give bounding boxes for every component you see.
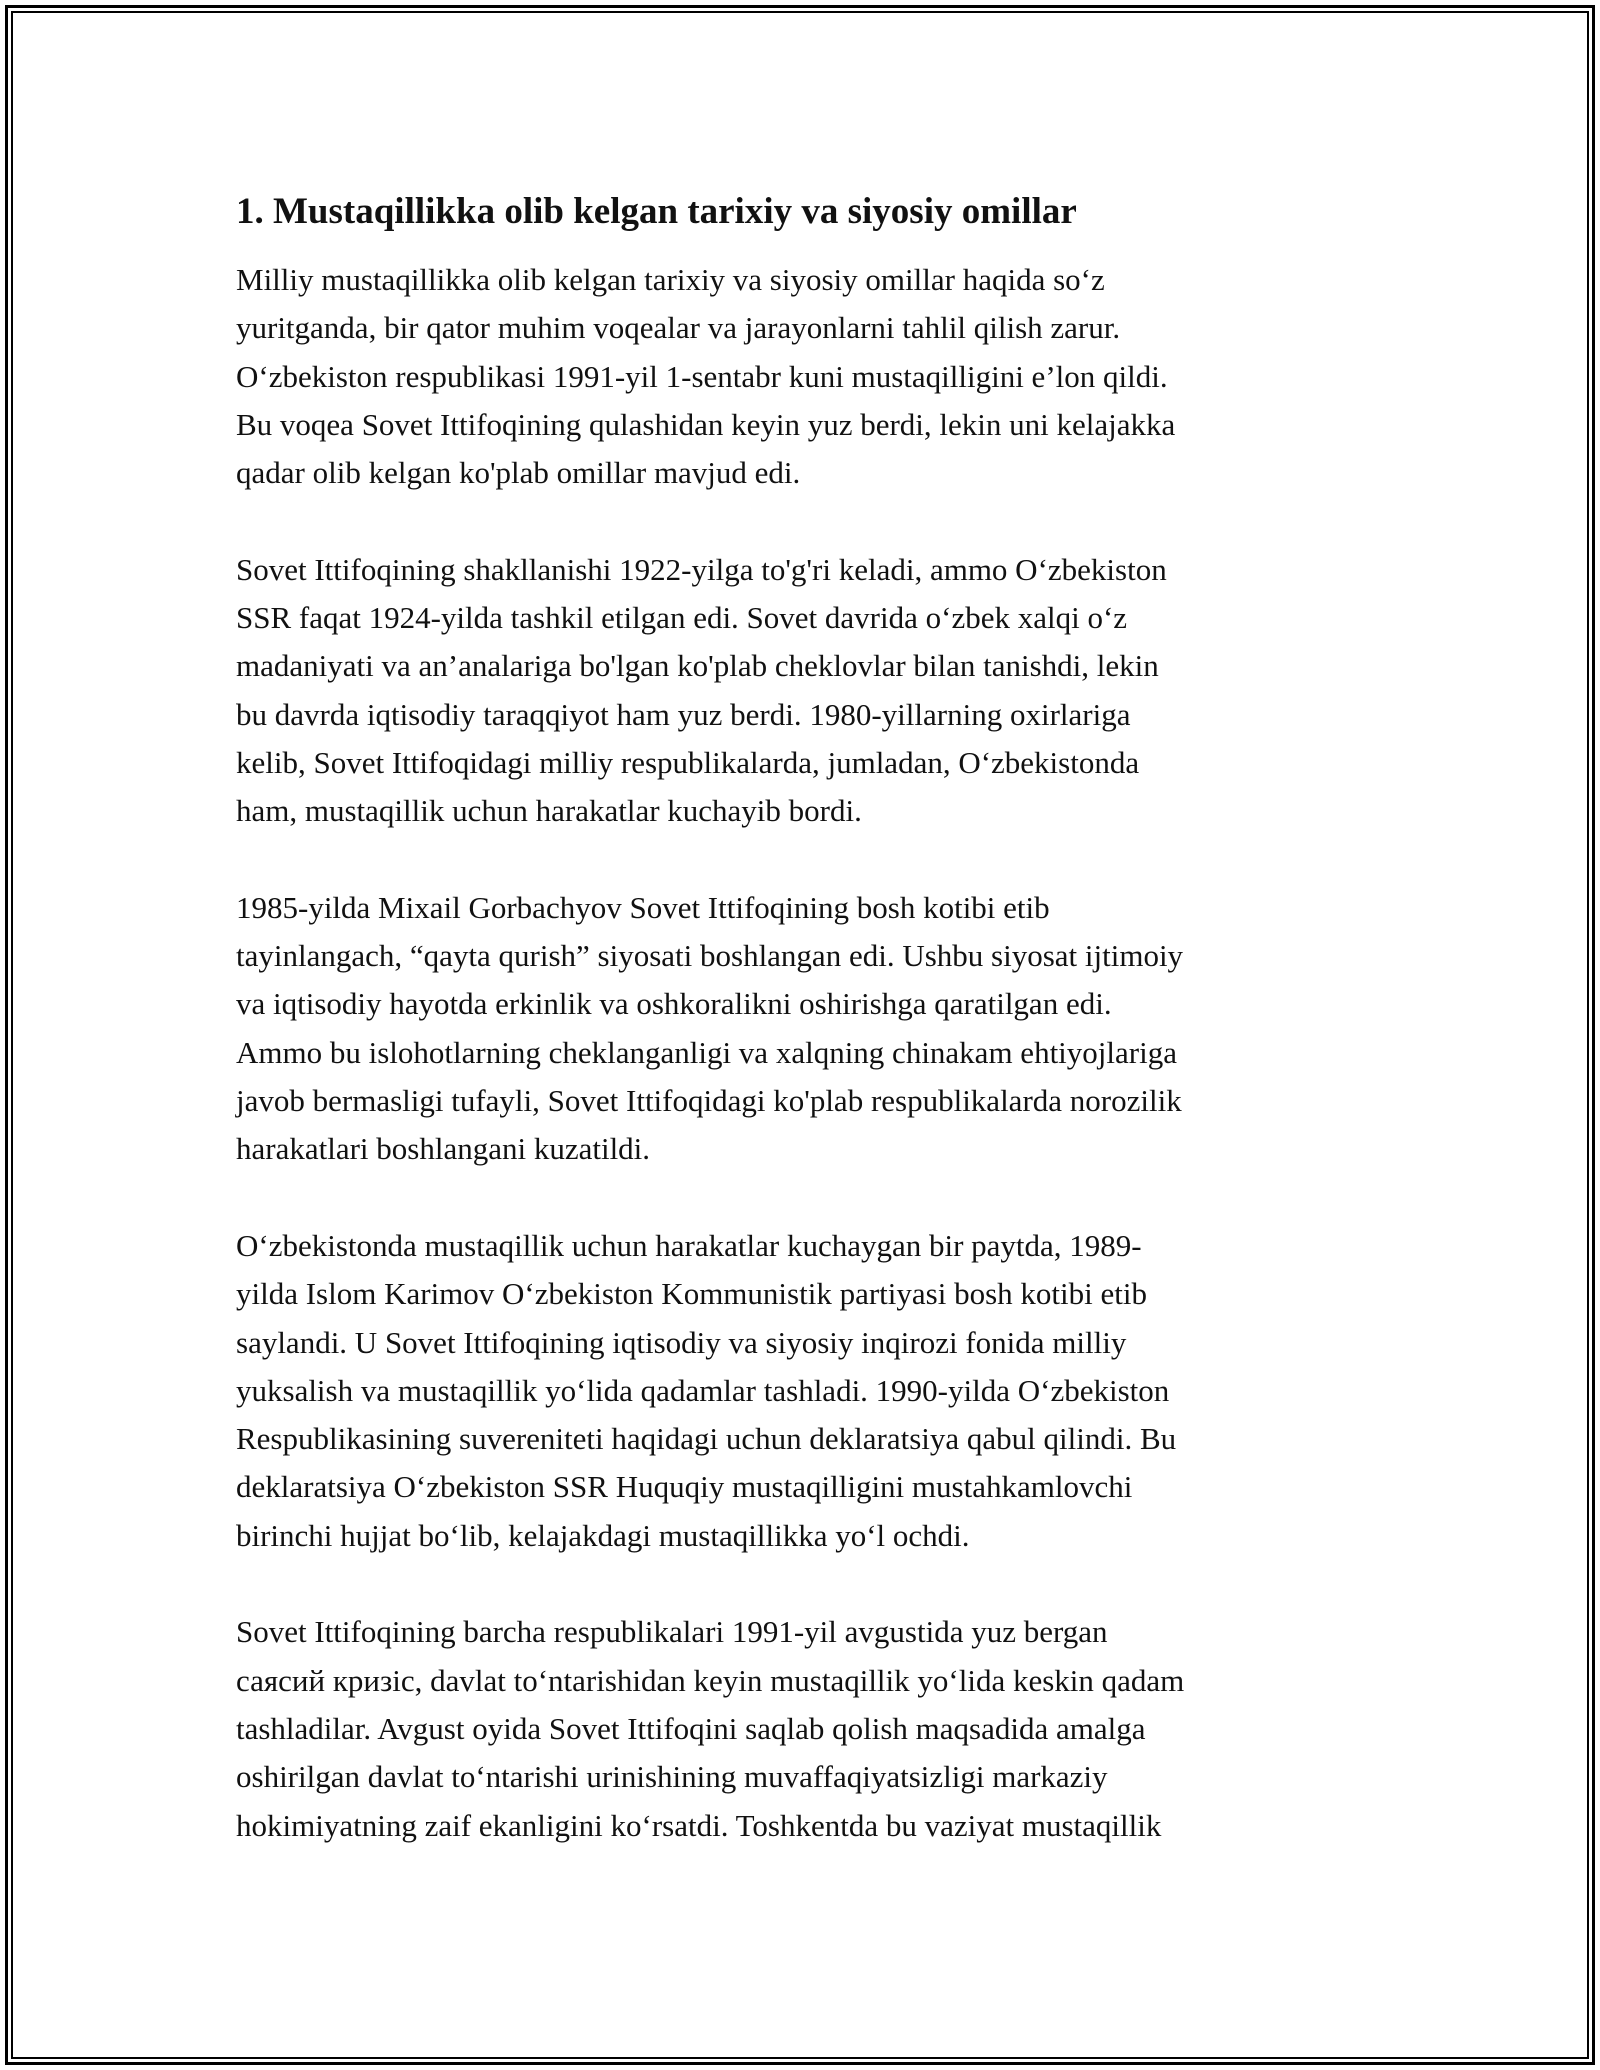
text-line: ham, mustaqillik uchun harakatlar kuchayib bordi. <box>236 793 862 829</box>
text-line: bu davrda iqtisodiy taraqqiyot ham yuz berdi. 1980-yillarning oxirlariga <box>236 696 1131 732</box>
paragraph-1 <box>236 256 1386 497</box>
text-line: hokimiyatning zaif ekanligini ko‘rsatdi. Toshkentda bu vaziyat mustaqillik <box>236 1807 1162 1843</box>
section-heading: 1. Mustaqillikka olib kelgan tarixiy va siyosiy omillar <box>236 191 1077 232</box>
text-line: tayinlangach, “qayta qurish” siyosati boshlangan edi. Ushbu siyosat ijtimoiy <box>236 938 1184 974</box>
text-line: Respublikasining suvereniteti haqidagi uchun deklaratsiya qabul qilindi. Bu <box>236 1421 1177 1457</box>
text-line: saylandi. U Sovet Ittifoqining iqtisodiy va siyosiy inqirozi fonida milliy <box>236 1324 1127 1360</box>
text-line: va iqtisodiy hayotda erkinlik va oshkoralikni oshirishga qaratilgan edi. <box>236 986 1112 1022</box>
text-line: yilda Islom Karimov O‘zbekiston Kommunistik partiyasi bosh kotibi etib <box>236 1276 1147 1312</box>
text-line: madaniyati va an’analariga bo'lgan ko'plab cheklovlar bilan tanishdi, lekin <box>236 648 1159 684</box>
text-line: oshirilgan davlat to‘ntarishi urinishining muvaffaqiyatsizligi markaziy <box>236 1759 1108 1795</box>
text-line: tashladilar. Avgust oyida Sovet Ittifoqini saqlab qolish maqsadida amalga <box>236 1710 1146 1746</box>
text-line: deklaratsiya O‘zbekiston SSR Huquqiy mustaqilligini mustahkamlovchi <box>236 1469 1133 1505</box>
text-line: Milliy mustaqillikka olib kelgan tarixiy va siyosiy omillar haqida so‘z <box>236 262 1105 297</box>
text-line: SSR faqat 1924-yilda tashkil etilgan edi. Sovet davrida o‘zbek xalqi o‘z <box>236 600 1128 636</box>
text-line: yuksalish va mustaqillik yo‘lida qadamlar tashladi. 1990-yilda O‘zbekiston <box>236 1372 1170 1408</box>
text-line: qadar olib kelgan ko'plab omillar mavjud edi. <box>236 455 801 491</box>
text-line: O‘zbekiston respublikasi 1991-yil 1-sentabr kuni mustaqilligini e’lon qildi. <box>236 358 1168 394</box>
document-body <box>236 186 1386 1898</box>
text-line: javob bermasligi tufayli, Sovet Ittifoqidagi ko'plab respublikalarda norozilik <box>236 1083 1182 1119</box>
text-line: Sovet Ittifoqining shakllanishi 1922-yilga to'g'ri keladi, ammo O‘zbekiston <box>236 551 1167 587</box>
text-line: yuritganda, bir qator muhim voqealar va jarayonlarni tahlil qilish zarur. <box>236 310 1121 346</box>
text-line: Sovet Ittifoqining barcha respublikalari 1991-yil avgustida yuz bergan <box>236 1614 1108 1650</box>
paragraph-5 <box>236 1608 1386 1849</box>
paragraph-4 <box>236 1222 1386 1560</box>
text-line: саясий кризіс, davlat to‘ntarishidan keyin mustaqillik yo‘lida keskin qadam <box>236 1662 1185 1698</box>
paragraph-3 <box>236 884 1386 1174</box>
text-line: 1985-yilda Mixail Gorbachyov Sovet Ittifoqining bosh kotibi etib <box>236 889 1050 925</box>
paragraph-2 <box>236 546 1386 836</box>
text-line: Ammo bu islohotlarning cheklanganligi va xalqning chinakam ehtiyojlariga <box>236 1034 1177 1070</box>
text-line: harakatlari boshlangani kuzatildi. <box>236 1131 651 1167</box>
text-line: O‘zbekistonda mustaqillik uchun harakatlar kuchaygan bir paytda, 1989- <box>236 1227 1142 1263</box>
text-line: kelib, Sovet Ittifoqidagi milliy respublikalarda, jumladan, O‘zbekistonda <box>236 744 1140 780</box>
text-line: Bu voqea Sovet Ittifoqining qulashidan keyin yuz berdi, lekin uni kelajakka <box>236 406 1176 442</box>
text-line: birinchi hujjat bo‘lib, kelajakdagi mustaqillikka yo‘l ochdi. <box>236 1517 970 1553</box>
